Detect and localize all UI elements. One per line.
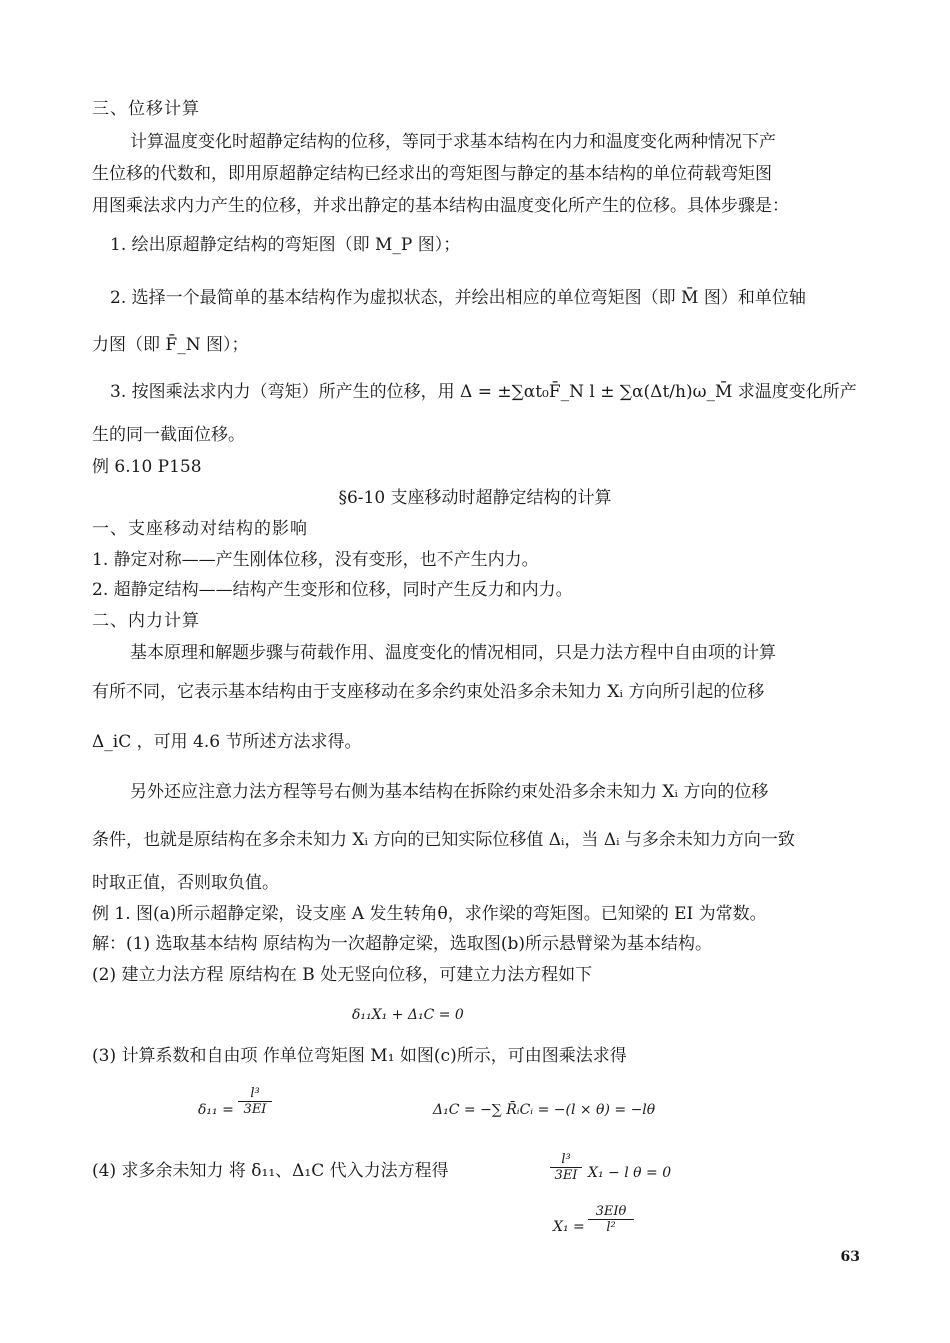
- list-item: 1. 静定对称——产生刚体位移，没有变形，也不产生内力。: [92, 550, 539, 570]
- paragraph-line: 生位移的代数和，即用原超静定结构已经求出的弯矩图与静定的基本结构的单位荷载弯矩图: [92, 164, 772, 184]
- section-heading-displacement: 三、位移计算: [92, 99, 200, 119]
- fraction-numerator: l³: [238, 1086, 272, 1102]
- fraction-x1: [588, 1204, 634, 1235]
- fraction-numerator: 3EIθ: [588, 1204, 634, 1220]
- page-number: 63: [840, 1249, 860, 1265]
- solution-step-4: (4) 求多余未知力 将 δ₁₁、Δ₁C 代入力法方程得: [92, 1161, 449, 1181]
- paragraph-line: 条件，也就是原结构在多余未知力 Xᵢ 方向的已知实际位移值 Δᵢ，当 Δᵢ 与多余未知力方向一致: [92, 830, 795, 850]
- equation-step4-rest: X₁ − l θ = 0: [588, 1165, 672, 1181]
- solution-step-3: (3) 计算系数和自由项 作单位弯矩图 M₁ 如图(c)所示，可由图乘法求得: [92, 1046, 627, 1066]
- list-item: 2. 超静定结构——结构产生变形和位移，同时产生反力和内力。: [92, 580, 573, 600]
- fraction-delta11: [238, 1086, 272, 1117]
- equation-force-method: δ₁₁X₁ + Δ₁C = 0: [352, 1007, 464, 1023]
- fraction-denominator: l²: [606, 1220, 616, 1235]
- equation-x1-lhs: X₁ =: [553, 1219, 585, 1235]
- fraction-numerator: l³: [550, 1152, 582, 1168]
- step-3-line2: 生的同一截面位移。: [92, 425, 245, 445]
- paragraph-line: 基本原理和解题步骤与荷载作用、温度变化的情况相同，只是力法方程中自由项的计算: [130, 643, 776, 663]
- example-title: 例 1. 图(a)所示超静定梁，设支座 A 发生转角θ，求作梁的弯矩图。已知梁的 EI 为常数。: [92, 904, 767, 924]
- section-heading-internal-force: 二、内力计算: [92, 611, 200, 631]
- step-2-line2: 力图（即 F̄_N 图）；: [92, 335, 249, 355]
- fraction-denominator: 3EI: [554, 1168, 578, 1183]
- equation-delta11-lhs: δ₁₁ =: [198, 1102, 234, 1118]
- section-heading-support: 一、支座移动对结构的影响: [92, 519, 308, 539]
- step-1: 1. 绘出原超静定结构的弯矩图（即 M_P 图）；: [110, 235, 461, 255]
- solution-step-2: (2) 建立力法方程 原结构在 B 处无竖向位移，可建立力法方程如下: [92, 965, 593, 985]
- paragraph-line: Δ_iC ，可用 4.6 节所述方法求得。: [92, 732, 362, 752]
- fraction-denominator: 3EI: [243, 1102, 267, 1117]
- step-3-line1: 3. 按图乘法求内力（弯矩）所产生的位移，用 Δ = ±∑αt₀F̄_N l ± ∑α(Δt/h)ω_M̄ 求温度变化所产: [110, 382, 857, 402]
- fraction-step4: [550, 1152, 582, 1183]
- step-2-line1: 2. 选择一个最简单的基本结构作为虚拟状态，并绘出相应的单位弯矩图（即 M̄ 图）和单位轴: [110, 288, 806, 308]
- paragraph-line: 计算温度变化时超静定结构的位移，等同于求基本结构在内力和温度变化两种情况下产: [130, 132, 776, 152]
- solution-step-1: 解：(1) 选取基本结构 原结构为一次超静定梁，选取图(b)所示悬臂梁为基本结构。: [92, 934, 713, 954]
- equation-delta1c: Δ₁C = −∑ R̄ᵢCᵢ = −(l × θ) = −lθ: [433, 1102, 656, 1118]
- paragraph-line: 另外还应注意力法方程等号右侧为基本结构在拆除约束处沿多余未知力 Xᵢ 方向的位移: [130, 782, 769, 802]
- example-reference: 例 6.10 P158: [92, 457, 202, 477]
- paragraph-line: 时取正值，否则取负值。: [92, 873, 279, 893]
- paragraph-line: 用图乘法求内力产生的位移，并求出静定的基本结构由温度变化所产生的位移。具体步骤是：: [92, 196, 789, 216]
- paragraph-line: 有所不同，它表示基本结构由于支座移动在多余约束处沿多余未知力 Xᵢ 方向所引起的位移: [92, 682, 765, 702]
- section-title: §6-10 支座移动时超静定结构的计算: [338, 488, 612, 508]
